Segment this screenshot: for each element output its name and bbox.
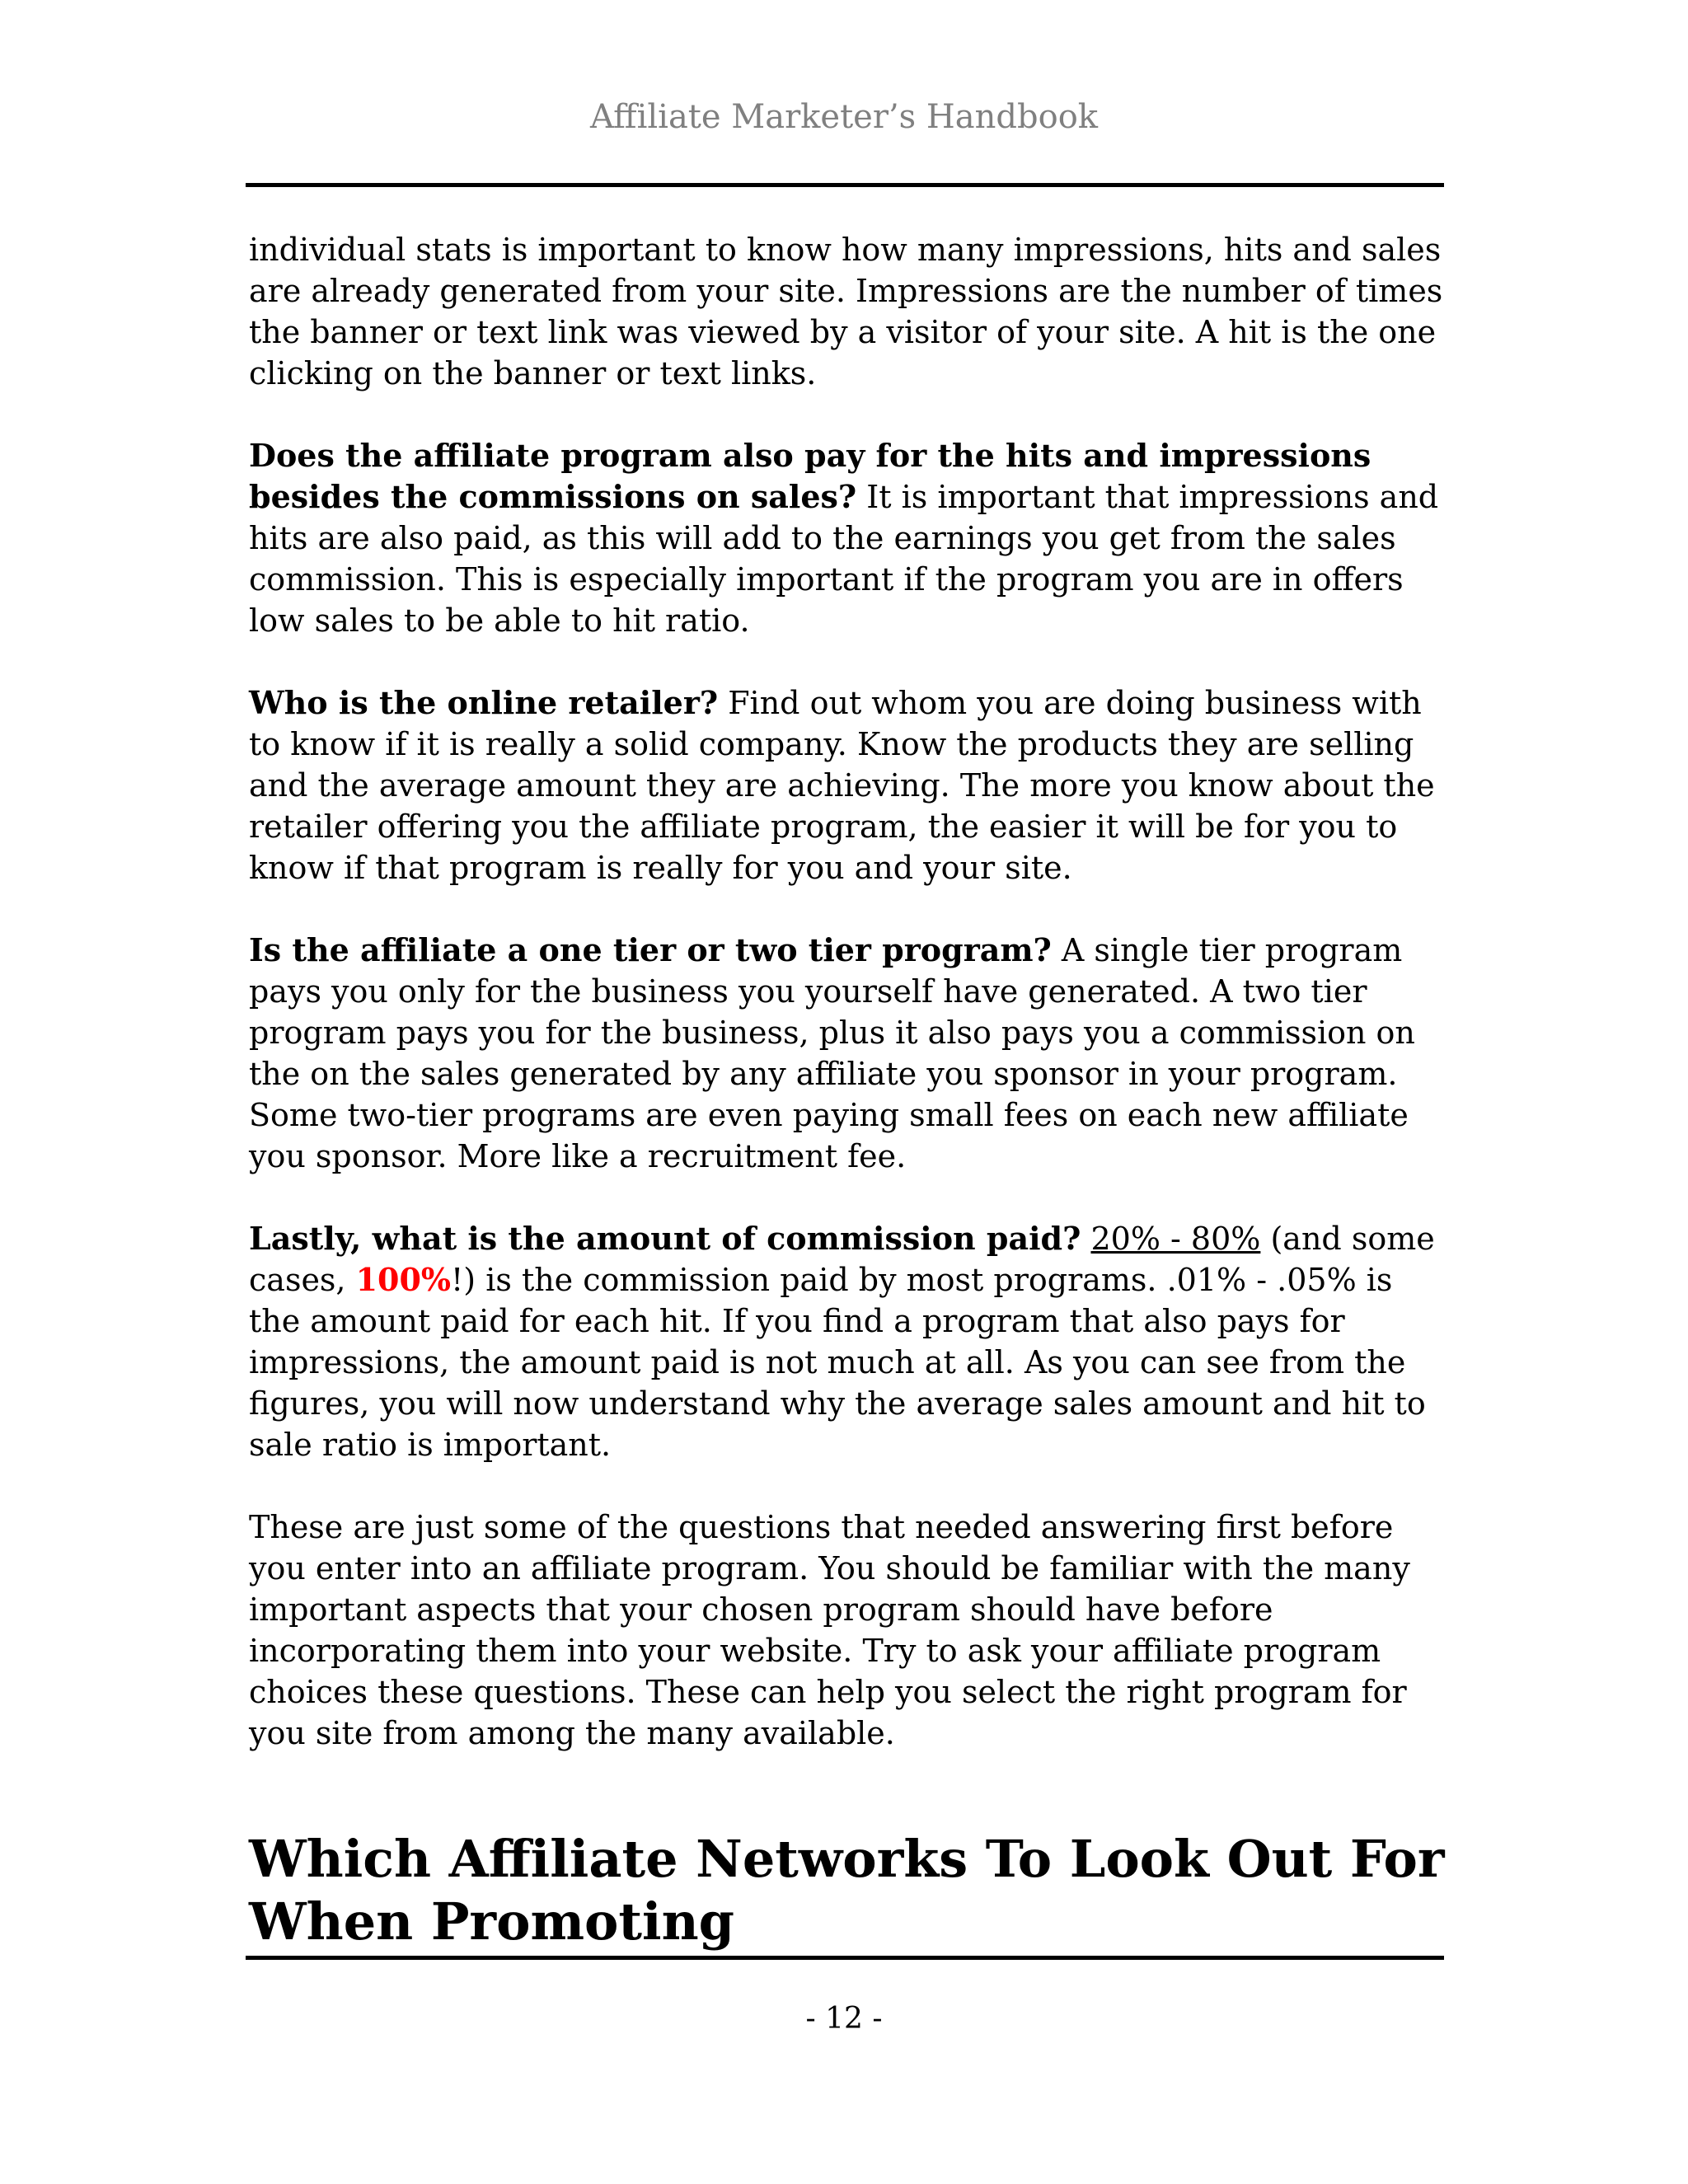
running-header: Affiliate Marketer’s Handbook	[589, 98, 1099, 136]
paragraph-text: (and some cases,	[249, 1221, 1435, 1298]
paragraph-text: These are just some of the questions that needed answering first before you enter into an affiliate program. You should be familiar with the many important aspects that your chosen program should have before incorporating them into your website. Try to ask your affiliate program choices these questions. These can help you select the right program for you site from among the many available.	[249, 1509, 1410, 1751]
question-heading: Who is the online retailer?	[249, 684, 719, 721]
paragraph-hits-impressions	[249, 435, 1446, 641]
paragraph-online-retailer	[249, 682, 1446, 888]
question-heading: Is the affiliate a one tier or two tier program?	[249, 931, 1052, 968]
paragraph-individual-stats	[249, 229, 1446, 394]
header-divider	[246, 183, 1444, 187]
paragraph-tier-program	[249, 930, 1446, 1177]
page-number: - 12 -	[805, 2002, 883, 2036]
question-heading: Does the affiliate program also pay for the hits and impressions besides the commissions on sales?	[249, 437, 1372, 515]
page-body	[249, 229, 1446, 1953]
commission-range: 20% - 80%	[1090, 1221, 1261, 1257]
section-heading: Which Affiliate Networks To Look Out For When Promoting	[249, 1829, 1445, 1952]
highlight-percentage: 100%	[355, 1261, 452, 1298]
paragraph-text: Find out whom you are doing business with to know if it is really a solid company. Know the products they are selling and the average amount they are achieving. The more you know about the retailer offering you the affiliate program, the easier it will be for you to know if that program is really for you and your site.	[249, 685, 1435, 886]
paragraph-text: !) is the commission paid by most programs. .01% - .05% is the amount paid for each hit. If you find a program that also pays for impressions, the amount paid is not much at all. As you can see from the figures, you will now understand why the average sales amount and hit to sale ratio is important.	[249, 1262, 1426, 1463]
paragraph-text: A single tier program pays you only for the business you yourself have generated. A two tier program pays you for the business, plus it also pays you a commission on the on the sales generated by any affiliate you sponsor in your program. Some two-tier programs are even paying small fees on each new affiliate you sponsor. More like a recruitment fee.	[249, 932, 1415, 1174]
paragraph-text: individual stats is important to know how many impressions, hits and sales are already generated from your site. Impressions are the number of times the banner or text link was viewed by a visitor of your site. A hit is the one clicking on the banner or text links.	[249, 232, 1443, 391]
spacer-text	[1081, 1221, 1090, 1257]
question-heading: Lastly, what is the amount of commission paid?	[249, 1220, 1081, 1257]
footer-divider	[246, 1956, 1444, 1960]
paragraph-text: It is important that impressions and hits are also paid, as this will add to the earnings you get from the sales commission. This is especially important if the program you are in offers low sales to be able to hit ratio.	[249, 479, 1439, 639]
paragraph-commission-amount	[249, 1218, 1446, 1465]
paragraph-closing	[249, 1507, 1446, 1754]
